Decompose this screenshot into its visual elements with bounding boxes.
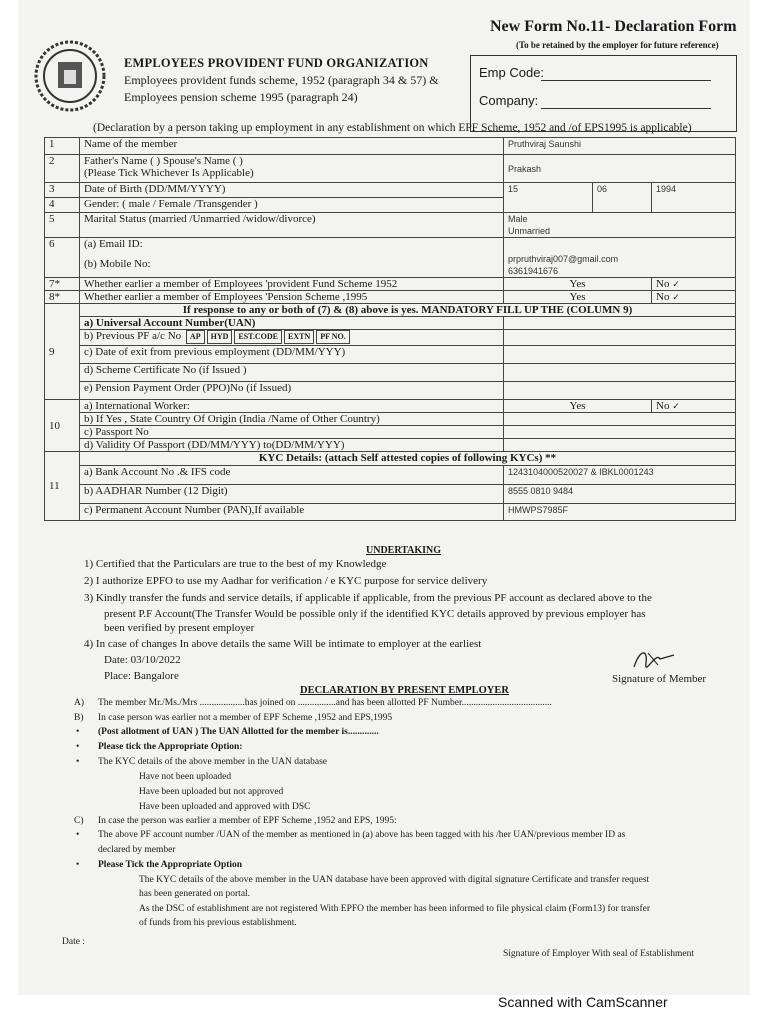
passport-value[interactable] <box>504 426 736 439</box>
employer-tick-2: Please Tick the Appropriate Option <box>98 860 243 870</box>
transfer-option[interactable]: The KYC details of the above member in the UAN database have been approved with digital signature Certificate and transfer request <box>139 875 650 885</box>
row-number: 6 <box>45 238 80 278</box>
ppo-value[interactable] <box>504 382 736 400</box>
employer-tick: Please tick the Appropriate Option: <box>98 742 243 752</box>
prev-pf-value[interactable] <box>504 330 736 346</box>
passport-label: c) Passport No <box>80 426 504 439</box>
undertaking-item: 4) In case of changes In above details the same Will be intimate to employer at the earliest <box>84 638 482 650</box>
member-signature-label: Signature of Member <box>612 673 707 685</box>
bank-label: a) Bank Account No .& IFS code <box>80 466 504 485</box>
row-number: 8* <box>45 291 80 304</box>
field-label: Date of Birth (DD/MM/YYYY) <box>80 183 504 198</box>
row-number: 5 <box>45 213 80 238</box>
field-label: Whether earlier a member of Employees 'provident Fund Scheme 1952 <box>80 278 504 291</box>
transfer-option[interactable]: As the DSC of establishment are not registered With EPFO the member has been informed to file physical claim (Form13) for transfer <box>139 904 650 914</box>
undertaking-title: UNDERTAKING <box>366 545 442 556</box>
undertaking-item: been verified by present employer <box>104 622 255 634</box>
row-number: 11 <box>45 452 80 521</box>
eps-yes[interactable]: Yes <box>504 291 652 304</box>
bullet-icon: • <box>76 860 80 870</box>
aadhar-label: b) AADHAR Number (12 Digit) <box>80 485 504 504</box>
letter-a: A) <box>74 698 85 708</box>
mandatory-note: If response to any or both of (7) & (8) above is yes. MANDATORY FILL UP THE (COLUMN 9) <box>80 304 736 317</box>
row-number: 1 <box>45 138 80 155</box>
employer-date-label: Date : <box>62 937 85 947</box>
kyc-option[interactable]: Have not been uploaded <box>139 772 232 782</box>
emp-code-label: Emp Code: <box>479 65 545 80</box>
epf-no[interactable]: No ✓ <box>652 278 736 291</box>
bank-value[interactable]: 1243104000520027 & IBKL0001243 <box>504 466 736 485</box>
passport-validity-label: d) Validity Of Passport (DD/MM/YYY) to(DD/MM/YYY) <box>80 439 504 452</box>
row-number: 2 <box>45 155 80 183</box>
dob-day[interactable]: 15 <box>504 183 593 213</box>
member-name-value[interactable]: Pruthviraj Saunshi <box>504 138 736 155</box>
intl-worker-label: a) International Worker: <box>80 400 504 413</box>
pan-label: c) Permanent Account Number (PAN),If available <box>80 504 504 521</box>
uan-value[interactable] <box>504 317 736 330</box>
uan-label: a) Universal Account Number(UAN) <box>80 317 504 330</box>
epfo-logo <box>34 40 106 112</box>
bullet-icon: • <box>76 727 80 737</box>
dob-year[interactable]: 1994 <box>652 183 736 213</box>
pan-value[interactable]: HMWPS7985F <box>504 504 736 521</box>
employer-c1: declared by member <box>98 845 176 855</box>
company-label: Company: <box>479 93 539 108</box>
letter-c: C) <box>74 816 84 826</box>
employer-kyc: The KYC details of the above member in the UAN database <box>98 757 327 767</box>
undertaking-item: 3) Kindly transfer the funds and service details, if applicable if applicable, from the previous PF account as declared above to the <box>84 592 652 604</box>
row-number: 10 <box>45 400 80 452</box>
prev-pf-label: b) Previous PF a/c No AP HYD EST.CODE EXTN PF NO. <box>80 330 504 346</box>
employer-decl-a: The member Mr./Ms./Mrs ...................has joined on ................and has been allotted PF Number...................................... <box>98 698 552 708</box>
kyc-option[interactable]: Have been uploaded but not approved <box>139 787 284 797</box>
transfer-option: of funds from his previous establishment. <box>139 918 297 928</box>
transfer-option: has been generated on portal. <box>139 889 251 899</box>
employer-c1: The above PF account number /UAN of the member as mentioned in (a) above has been tagged with his /her UAN/previous member ID as <box>98 830 626 840</box>
employer-info-box <box>470 55 737 132</box>
row-number: 3 <box>45 183 80 198</box>
intl-no[interactable]: No ✓ <box>652 400 736 413</box>
dob-month[interactable]: 06 <box>593 183 652 213</box>
father-name-value[interactable]: Prakash <box>504 155 736 183</box>
form-title: New Form No.11- Declaration Form <box>490 18 737 35</box>
emp-code-field[interactable] <box>541 80 711 81</box>
declaration-intro: (Declaration by a person taking up employment in any establishment on which EPF Scheme, 1952 and /of EPS1995 is applicable) <box>93 122 692 134</box>
org-name: EMPLOYEES PROVIDENT FUND ORGANIZATION <box>124 56 429 70</box>
bullet-icon: • <box>76 757 80 767</box>
camscanner-watermark: Scanned with CamScanner <box>498 994 668 1010</box>
undertaking-item: present P.F Account(The Transfer Would be possible only if the identified KYC details approved by previous employer has <box>104 608 646 620</box>
letter-b: B) <box>74 713 84 723</box>
field-label: Father's Name ( ) Spouse's Name ( ) (Please Tick Whichever Is Applicable) <box>80 155 504 183</box>
field-label: (a) Email ID: (b) Mobile No: <box>80 238 504 278</box>
eps-no[interactable]: No ✓ <box>652 291 736 304</box>
employer-decl-b: In case person was earlier not a member of EPF Scheme ,1952 and EPS,1995 <box>98 713 393 723</box>
field-label: Whether earlier a member of Employees 'Pension Scheme ,1995 <box>80 291 504 304</box>
bullet-icon: • <box>76 742 80 752</box>
marital-status-value[interactable]: Male Unmarried <box>504 213 736 238</box>
aadhar-value[interactable]: 8555 0810 9484 <box>504 485 736 504</box>
undertaking-date: Date: 03/10/2022 <box>104 654 181 666</box>
scheme-cert-value[interactable] <box>504 364 736 382</box>
field-label: Marital Status (married /Unmarried /widow/divorce) <box>80 213 504 238</box>
member-signature <box>630 645 678 675</box>
employer-decl-title: DECLARATION BY PRESENT EMPLOYER <box>300 685 509 696</box>
bullet-icon: • <box>76 830 80 840</box>
field-label: Name of the member <box>80 138 504 155</box>
retain-note: (To be retained by the employer for future reference) <box>516 40 719 50</box>
contact-value[interactable]: prpruthviraj007@gmail.com 6361941676 <box>504 238 736 278</box>
country-label: b) If Yes , State Country Of Origin (India /Name of Other Country) <box>80 413 504 426</box>
undertaking-item: 2) I authorize EPFO to use my Aadhar for verification / e KYC purpose for service delivery <box>84 575 488 587</box>
member-details-table <box>44 137 736 521</box>
country-value[interactable] <box>504 413 736 426</box>
date-exit-label: c) Date of exit from previous employment (DD/MM/YYY) <box>80 346 504 364</box>
date-exit-value[interactable] <box>504 346 736 364</box>
kyc-option[interactable]: Have been uploaded and approved with DSC <box>139 802 311 812</box>
passport-validity-value[interactable] <box>504 439 736 452</box>
employer-uan: (Post allotment of UAN ) The UAN Allotted for the member is............. <box>98 727 379 737</box>
epf-yes[interactable]: Yes <box>504 278 652 291</box>
row-number: 4 <box>45 198 80 213</box>
undertaking-place: Place: Bangalore <box>104 670 179 682</box>
ppo-label: e) Pension Payment Order (PPO)No (if Issued) <box>80 382 504 400</box>
field-label: Gender: ( male / Female /Transgender ) <box>80 198 504 213</box>
intl-yes[interactable]: Yes <box>504 400 652 413</box>
row-number: 9 <box>45 304 80 400</box>
company-field[interactable] <box>541 108 711 109</box>
scheme-line-1: Employees provident funds scheme, 1952 (paragraph 34 & 57) & <box>124 73 439 87</box>
scheme-line-2: Employees pension scheme 1995 (paragraph 24) <box>124 90 358 104</box>
undertaking-item: 1) Certified that the Particulars are true to the best of my Knowledge <box>84 558 387 570</box>
employer-signature-label: Signature of Employer With seal of Establishment <box>503 949 694 959</box>
kyc-header: KYC Details: (attach Self attested copies of following KYCs) ** <box>80 452 736 466</box>
scheme-cert-label: d) Scheme Certificate No (if Issued ) <box>80 364 504 382</box>
employer-decl-c: In case the person was earlier a member of EPF Scheme ,1952 and EPS, 1995: <box>98 816 397 826</box>
row-number: 7* <box>45 278 80 291</box>
